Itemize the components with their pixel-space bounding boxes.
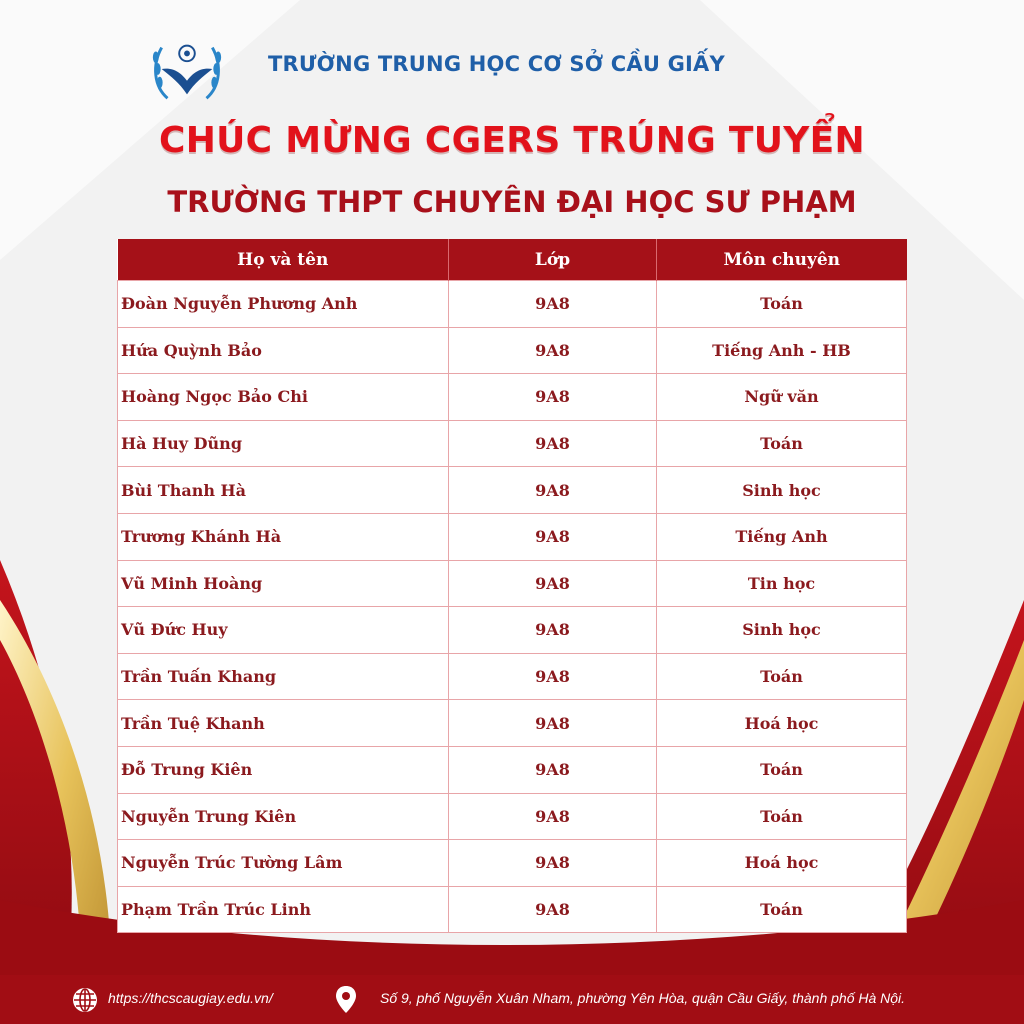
header [0,28,1024,108]
class-cell: 9A8 [449,700,657,747]
subject-cell: Tiếng Anh [657,513,907,560]
table-row [118,560,907,607]
student-name-cell: Đoàn Nguyễn Phương Anh [118,281,449,328]
school-subtitle: TRƯỜNG THPT CHUYÊN ĐẠI HỌC SƯ PHẠM [167,185,857,219]
table-row [118,746,907,793]
class-cell: 9A8 [449,467,657,514]
class-cell: 9A8 [449,374,657,421]
student-name-cell: Vũ Đức Huy [118,607,449,654]
table-row [118,840,907,887]
subject-cell: Toán [657,793,907,840]
column-header-name: Họ và tên [118,239,449,281]
globe-icon [72,987,98,1013]
congratulations-title: CHÚC MỪNG CGERS TRÚNG TUYỂN [159,120,865,161]
location-pin-icon [334,985,358,1015]
student-name-cell: Hà Huy Dũng [118,420,449,467]
table-row [118,281,907,328]
school-address: Số 9, phố Nguyễn Xuân Nham, phường Yên Hòa, quận Cầu Giấy, thành phố Hà Nội. [380,990,906,1006]
subject-cell: Toán [657,420,907,467]
class-cell: 9A8 [449,281,657,328]
student-name-cell: Bùi Thanh Hà [118,467,449,514]
table-row [118,374,907,421]
student-name-cell: Nguyễn Trúc Tường Lâm [118,840,449,887]
class-cell: 9A8 [449,653,657,700]
student-name-cell: Đỗ Trung Kiên [118,746,449,793]
student-name-cell: Hứa Quỳnh Bảo [118,327,449,374]
subject-cell: Toán [657,746,907,793]
class-cell: 9A8 [449,886,657,933]
student-name-cell: Trương Khánh Hà [118,513,449,560]
student-name-cell: Trần Tuệ Khanh [118,700,449,747]
subject-cell: Toán [657,886,907,933]
column-header-subject: Môn chuyên [657,239,907,281]
subject-cell: Sinh học [657,467,907,514]
table-row [118,327,907,374]
student-name-cell: Vũ Minh Hoàng [118,560,449,607]
table-row [118,653,907,700]
subject-cell: Toán [657,281,907,328]
class-cell: 9A8 [449,560,657,607]
class-cell: 9A8 [449,793,657,840]
class-cell: 9A8 [449,840,657,887]
student-name-cell: Nguyễn Trung Kiên [118,793,449,840]
footer [0,975,1024,1024]
subject-cell: Ngữ văn [657,374,907,421]
subject-cell: Sinh học [657,607,907,654]
table-row [118,700,907,747]
table-row [118,467,907,514]
table-header-row [118,239,907,281]
student-name-cell: Phạm Trần Trúc Linh [118,886,449,933]
class-cell: 9A8 [449,746,657,793]
class-cell: 9A8 [449,420,657,467]
class-cell: 9A8 [449,607,657,654]
subject-cell: Hoá học [657,840,907,887]
subject-cell: Toán [657,653,907,700]
student-name-cell: Trần Tuấn Khang [118,653,449,700]
class-cell: 9A8 [449,513,657,560]
table-row [118,607,907,654]
student-name-cell: Hoàng Ngọc Bảo Chi [118,374,449,421]
table-row [118,886,907,933]
subject-cell: Tin học [657,560,907,607]
subject-cell: Tiếng Anh - HB [657,327,907,374]
class-cell: 9A8 [449,327,657,374]
column-header-class: Lớp [449,239,657,281]
table-row [118,793,907,840]
results-table [117,239,907,933]
website-link[interactable]: https://thcscaugiay.edu.vn/ [108,990,273,1006]
subject-cell: Hoá học [657,700,907,747]
table-row [118,420,907,467]
school-name: TRƯỜNG TRUNG HỌC CƠ SỞ CẦU GIẤY [268,52,725,76]
table-row [118,513,907,560]
school-logo-icon [148,30,226,108]
